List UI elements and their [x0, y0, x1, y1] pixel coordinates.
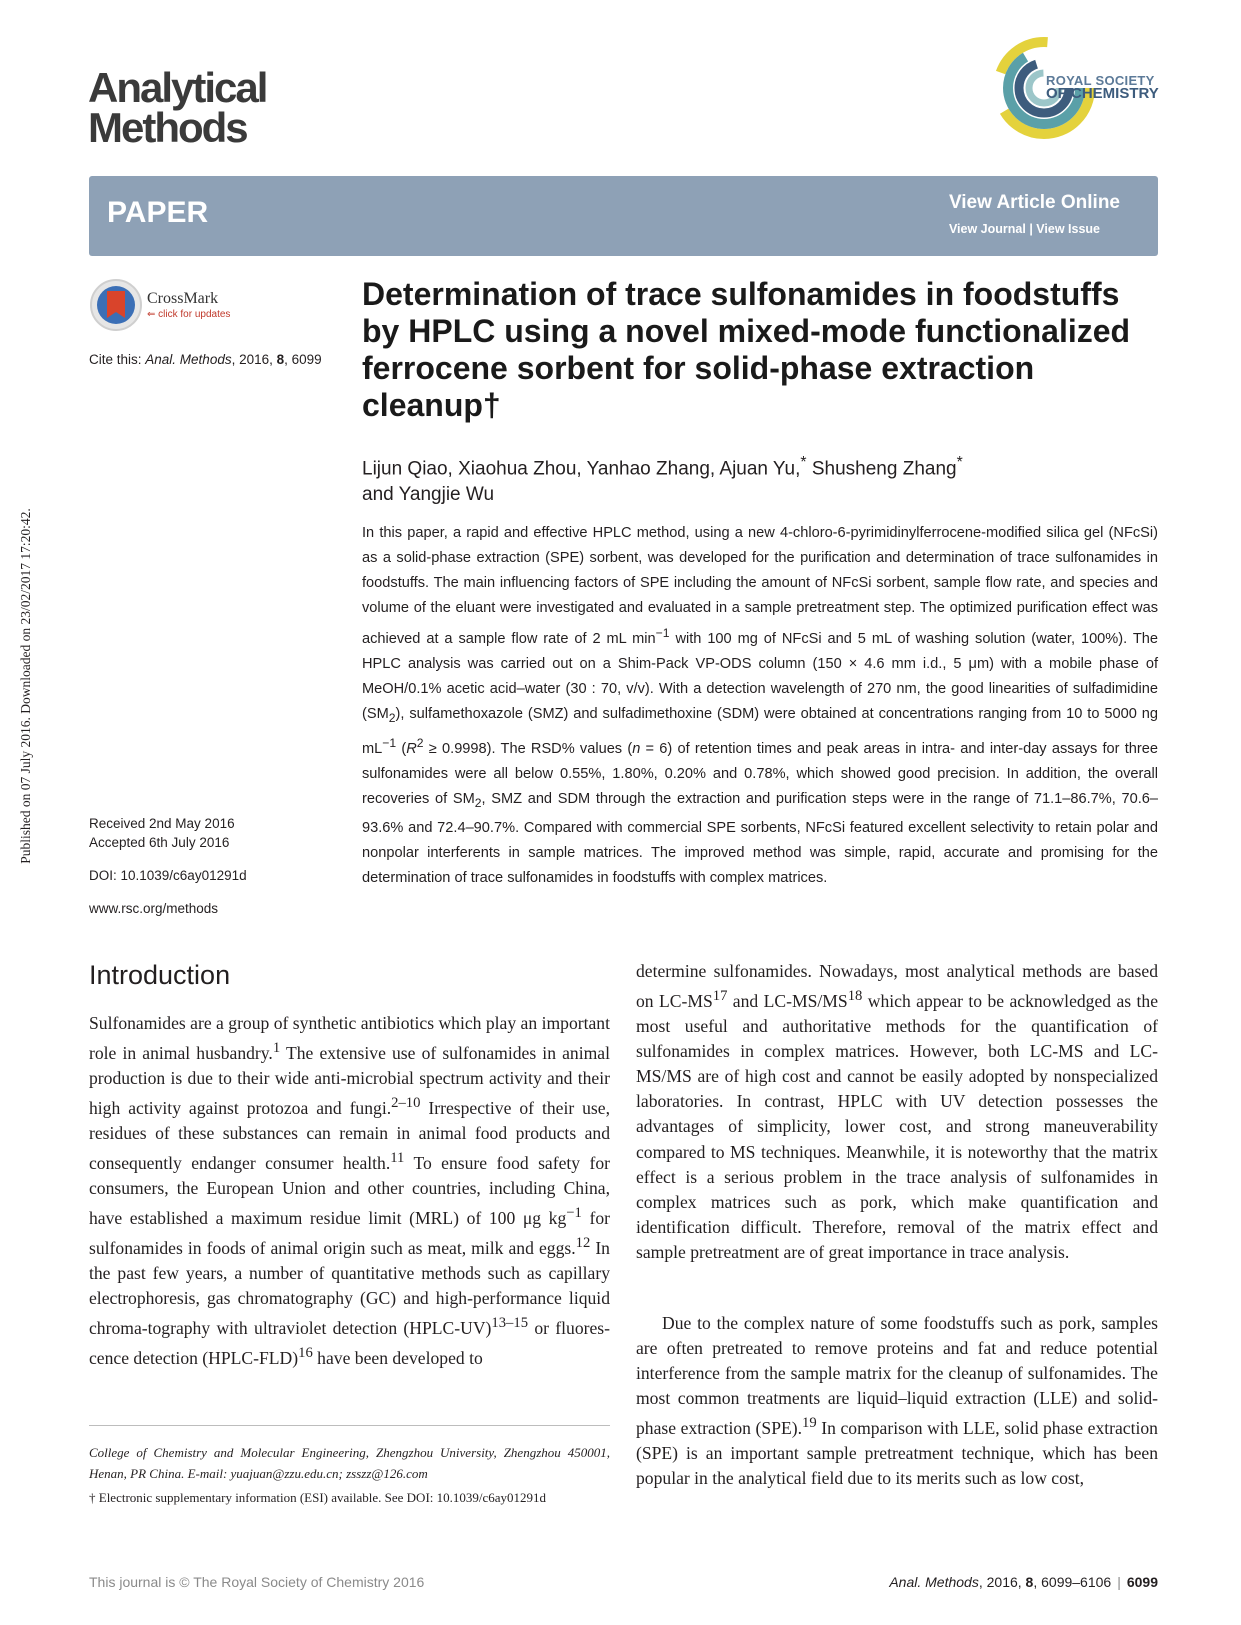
abstract-subscript: 2 [388, 710, 396, 725]
paper-banner [89, 176, 1158, 256]
citation-journal: Anal. Methods [145, 352, 232, 367]
abstract-superscript: −1 [655, 626, 670, 640]
unit-superscript: −1 [566, 1205, 582, 1222]
reference-link[interactable]: 2–10 [391, 1095, 421, 1112]
crossmark-subtitle [147, 309, 230, 320]
view-article-online-link[interactable]: View Article Online [948, 192, 1120, 213]
body-text: Sulfonamides are a group of synthetic antibiotics which play an important role in animal husbandry. [89, 1013, 610, 1063]
citation-prefix: Cite this: [89, 352, 146, 367]
abstract-italic: R [406, 740, 417, 757]
abstract-text: = 6) of retention times and peak areas in intra- and inter-day assays for three sulfonamides were all below 0.55%, 1.80%, 0.20% and 0.78%, which showed good precision. In addition, the overall recoveries of SM [362, 740, 1158, 807]
reference-link[interactable]: 18 [847, 988, 863, 1005]
body-text: or fluores-cence detection (HPLC-FLD) [89, 1318, 611, 1369]
article-title: Determination of trace sulfonamides in foodstuffs by HPLC using a novel mixed-mode functionalized ferrocene sorbent for solid-phase extraction cleanup† [362, 276, 1131, 423]
journal-title-line-1: Analytical [88, 64, 267, 111]
reference-link[interactable]: 17 [712, 988, 728, 1005]
reference-link[interactable]: 11 [390, 1150, 405, 1167]
corresponding-author-marker: * [956, 454, 963, 471]
affiliation-footnote: College of Chemistry and Molecular Engineering, Zhengzhou University, Zhengzhou 450001, Henan, PR China. E-mail: yuajuan@zzu.edu.cn; zsszz@126.com [89, 1445, 610, 1481]
accepted-date: Accepted 6th July 2016 [89, 835, 230, 850]
introduction-column-right-paragraph-1 [636, 959, 1158, 1265]
esi-footnote: † Electronic supplementary information (ESI) available. See DOI: 10.1039/c6ay01291d [89, 1490, 547, 1505]
banner-sublinks [949, 222, 1100, 236]
rsc-logo-line-2: OF CHEMISTRY [1046, 85, 1159, 102]
page-number: 6099 [1126, 1574, 1158, 1590]
journal-title-line-2: Methods [88, 104, 247, 151]
abstract-superscript: 2 [416, 735, 424, 750]
authors-part-2: Shusheng Zhang [806, 458, 957, 480]
reference-link[interactable]: 16 [298, 1345, 313, 1362]
body-text: Due to the complex nature of some foodstuffs such as pork, samples are often pretreated to remove proteins and fat and reduce potential interference from the sample matrix for the cleanup of sulfonamides. The most common treatments are liquid–liquid extraction (LLE) and solid-phase extraction (SPE). [636, 1313, 1158, 1439]
article-doi: DOI: 10.1039/c6ay01291d [89, 868, 247, 883]
abstract [362, 521, 1158, 891]
rsc-logo [988, 32, 1168, 144]
body-text: The extensive use of sulfonamides in animal production is due to their wide anti-microbial spectrum activity and their high activity against protozoa and fungi. [89, 1042, 610, 1118]
body-text: To ensure food safety for consumers, the European Union and other countries, including China, have established a maximum residue limit (MRL) of 100 μg kg [89, 1153, 610, 1229]
abstract-superscript: −1 [382, 735, 397, 750]
view-journal-link[interactable]: View Journal [948, 222, 1026, 236]
reference-link[interactable]: 19 [802, 1415, 817, 1432]
abstract-subscript: 2 [474, 795, 482, 810]
body-text: In comparison with LLE, solid phase extraction (SPE) is an important sample pretreatment technique, which has been popular in the analytical field due to its merits such as low cost, [636, 1418, 1158, 1489]
body-text: and LC-MS/MS [727, 990, 848, 1011]
authors-part-1: Lijun Qiao, Xiaohua Zhou, Yanhao Zhang, Ajuan Yu, [362, 458, 801, 480]
journal-title [88, 64, 267, 151]
reference-link[interactable]: 13–15 [491, 1315, 529, 1332]
view-issue-link[interactable]: View Issue [1036, 222, 1100, 236]
banner-separator: | [1029, 222, 1033, 236]
citation [89, 352, 322, 367]
abstract-text: , SMZ and SDM through the extraction and purification steps were in the range of 71.1–86.7%, 70.6–93.6% and 72.4–90.7%. Compared with commercial SPE sorbents, NFcSi featured excellent selectivity to retain polar and nonpolar interferents in sample matrices. The improved method was simple, rapid, accurate and promising for the determination of trace sulfonamides in foodstuffs with complex matrices. [362, 790, 1158, 886]
reference-link[interactable]: 12 [575, 1235, 591, 1252]
body-text: which appear to be acknowledged as the most useful and authoritative methods for the quantification of sulfonamides in complex matrices. However, both LC-MS and LC-MS/MS are of high cost and cannot be easily adopted by nonspecialized laboratories. In contrast, HPLC with UV detection possesses the advantages of simplicity, lower cost, and strong maneuverability compared to MS techniques. Meanwhile, it is noteworthy that the matrix effect is a serious problem in the trace analysis of sulfonamides in complex matrices such as pork, which make quantification and identification difficult. Therefore, removal of the matrix effect and sample pretreatment are of great importance in trace analysis. [636, 990, 1159, 1262]
article-history [89, 814, 235, 852]
article-type-label: PAPER [107, 196, 209, 229]
abstract-text: with 100 mg of NFcSi and 5 mL of washing solution (water, 100%). The HPLC analysis was carried out on a Shim-Pack VP-ODS column (150 × 4.6 mm i.d., 5 μm) with a mobile phase of MeOH/0.1% acetic acid–water (30 : 70, v/v). With a detection wavelength of 270 nm, the good linearities of sulfadimidine (SM [362, 630, 1158, 722]
crossmark-text [147, 290, 230, 320]
citation-year: , 2016, [231, 352, 277, 367]
abstract-text: In this paper, a rapid and effective HPLC method, using a new 4-chloro-6-pyrimidinylferrocene-modified silica gel (NFcSi) as a solid-phase extraction (SPE) sorbent, was developed for the purification and determination of trace sulfonamides in foodstuffs. The main influencing factors of SPE including the amount of NFcSi sorbent, sample flow rate, and species and volume of the eluant were investigated and evaluated in a sample pretreatment step. The optimized purification effect was achieved at a sample flow rate of 2 mL min [362, 525, 1158, 647]
body-text: for sulfonamides in foods of animal origin such as meat, milk and eggs. [89, 1208, 610, 1259]
corresponding-author-marker: * [800, 454, 807, 471]
rsc-logo-text [1046, 74, 1159, 100]
citation-volume: 8 [276, 352, 285, 367]
footnote-divider [89, 1425, 610, 1426]
body-text: In the past few years, a number of quantitative methods such as capillary electrophoresis, gas chromatography (GC) and high-performance liquid chroma-tography with ultraviolet detection (HPLC-UV) [89, 1238, 610, 1339]
abstract-text: ( [396, 740, 407, 757]
received-date: Received 2nd May 2016 [89, 816, 235, 831]
crossmark-icon [89, 278, 143, 332]
introduction-column-left [89, 1011, 610, 1371]
footer-separator: | [1117, 1574, 1121, 1590]
body-text: have been developed to [312, 1348, 483, 1369]
abstract-italic: n [632, 740, 641, 757]
footer-year: , 2016, [978, 1574, 1026, 1590]
introduction-column-right-paragraph-2 [636, 1311, 1158, 1492]
citation-page: , 6099 [284, 352, 322, 367]
journal-url-link[interactable]: www.rsc.org/methods [89, 901, 219, 916]
footer-pages: , 6099–6106 [1033, 1574, 1112, 1590]
footer-volume: 8 [1025, 1574, 1034, 1590]
abstract-text: ), sulfamethoxazole (SMZ) and sulfadimethoxine (SDM) were obtained at concentrations ranging from 10 to 5000 ng mL [362, 705, 1158, 757]
reference-link[interactable]: 1 [272, 1040, 281, 1057]
crossmark-title: CrossMark [147, 290, 219, 307]
crossmark-subtitle-text: click for updates [158, 309, 231, 320]
introduction-heading: Introduction [89, 960, 231, 990]
body-text: Irrespective of their use, residues of these substances can remain in animal food products and consequently endanger consumer health. [89, 1098, 610, 1174]
authors-part-3: and Yangjie Wu [362, 484, 495, 506]
copyright-footer: This journal is © The Royal Society of Chemistry 2016 [89, 1574, 425, 1590]
body-text: determine sulfonamides. Nowadays, most analytical methods are based on LC-MS [636, 961, 1158, 1011]
page-footer-citation [889, 1574, 1158, 1590]
rsc-logo-line-1: ROYAL SOCIETY [1046, 73, 1155, 88]
download-stamp: Published on 07 July 2016. Downloaded on 23/02/2017 17:20:42. [18, 508, 33, 864]
author-list [362, 450, 1142, 508]
arrow-left-icon: ⇐ [147, 309, 159, 320]
crossmark-badge[interactable] [89, 278, 259, 334]
abstract-text: ≥ 0.9998). The RSD% values ( [423, 740, 633, 757]
footer-journal: Anal. Methods [889, 1574, 979, 1590]
